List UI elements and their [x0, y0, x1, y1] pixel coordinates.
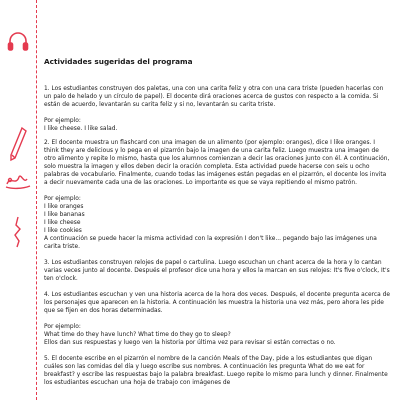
- activity-2-text: 2. El docente muestra un flashcard con una imagen de un alimento (por ejemplo: oranges), dice I like oranges. I think they are delicious y lo pega en el pizarrón bajo la imagen de una carita feliz. Luego muestra una imagen de otro alimento y repite lo mismo, hasta que los alumnos comienzan a decir las oraciones junto con él. A continuación, solo muestra la imagen y ellos deben decir la oración completa. Esta actividad puede hacerse con seis u ocho palabras de vocabulario. Finalmente, cuando todas las imágenes están pegadas en el pizarrón, el docente los invita a decir nuevamente cada una de las oraciones. Lo importante es que se vaya repitiendo el mismo patrón.: [44, 140, 390, 186]
- example-line: I like cheese: [44, 220, 81, 226]
- decorative-sidebar: [0, 0, 37, 400]
- example-line: I like cheese. I like salad.: [44, 126, 118, 132]
- activity-4-text: 4. Los estudiantes escuchan y ven una historia acerca de la hora dos veces. Después, el docente pregunta acerca de los personajes que aparecen en la historia. A continuación les muestra la historia una vez más, pero ahora les pide que se fijen en dos horas determinadas.: [44, 292, 390, 314]
- jam-jar-icon: [4, 168, 32, 192]
- example-line: I like bananas: [44, 212, 85, 218]
- activity-2-example-label: Por ejemplo:: [44, 196, 81, 202]
- headphones-icon: [6, 30, 30, 54]
- page-title: Actividades sugeridas del programa: [44, 57, 193, 66]
- example-line: What time do they have lunch? What time do they go to sleep?: [44, 332, 231, 338]
- activity-1-text: 1. Los estudiantes construyen dos paletas, una con una carita feliz y otra con una cara triste (pueden hacerlas con un palo de helado y un círculo de papel). El docente dirá oraciones acerca de gustos con respecto a la comida. Si están de acuerdo, levantarán su carita feliz y si no, levantarán su carita triste.: [44, 86, 384, 108]
- document-body: [44, 57, 390, 395]
- activity-1-examples: [44, 125, 390, 133]
- activity-3-text: 3. Los estudiantes construyen relojes de papel o cartulina. Luego escuchan un chant acerca de la hora y lo cantan varias veces junto al docente. Después el profesor dice una hora y ellos la marcan en sus relojes: It's five o'clock, It's ten o'clock.: [44, 260, 390, 282]
- activity-5-text: 5. El docente escribe en el pizarrón el nombre de la canción Meals of the Day, pide a los estudiantes que digan cuáles son las comidas del día y luego escribe sus nombres. A continuación les pregunta What do we eat for breakfast? y escribe las respuestas bajo la palabra breakfast. Luego repite lo mismo para lunch y dinner. Finalmente los estudiantes escuchan una hoja de trabajo con imágenes de: [44, 356, 388, 386]
- example-line: I like cookies: [44, 228, 82, 234]
- activity-4-examples: [44, 331, 390, 339]
- broken-string-icon: [6, 215, 30, 249]
- activity-2-examples: [44, 203, 390, 235]
- activity-1-example-label: Por ejemplo:: [44, 118, 81, 124]
- activity-2-followup: A continuación se puede hacer la misma actividad con la expresión I don't like... pegando bajo las imágenes una carita triste.: [44, 236, 377, 250]
- example-line: I like oranges: [44, 204, 84, 210]
- activity-4-example-label: Por ejemplo:: [44, 324, 81, 330]
- pencil-icon: [6, 125, 30, 165]
- activity-4-followup: Ellos dan sus respuestas y luego ven la historia por última vez para revisar si están correctas o no.: [44, 340, 336, 346]
